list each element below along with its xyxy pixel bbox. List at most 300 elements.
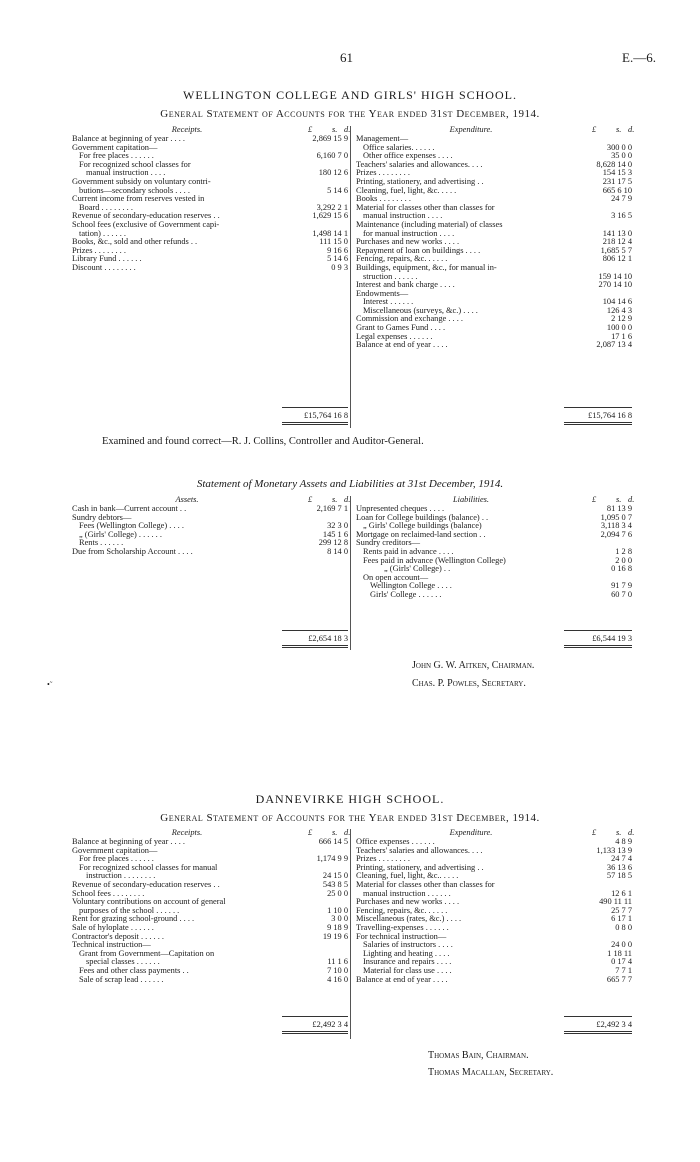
row-amount: 1,498 14 1 bbox=[312, 228, 348, 238]
ledger-row bbox=[72, 967, 348, 976]
row-label: Buildings, equipment, &c., for manual in- bbox=[356, 263, 497, 272]
lsd-heading: £ bbox=[592, 125, 597, 134]
row-label: Office expenses . . . . . . bbox=[356, 838, 435, 846]
ledger-row bbox=[72, 907, 348, 916]
ledger-row bbox=[72, 514, 348, 523]
ledger-row bbox=[356, 212, 632, 221]
row-label: Insurance and repairs . . . . bbox=[363, 958, 452, 967]
row-amount: 806 12 1 bbox=[602, 254, 632, 264]
ledger-row bbox=[356, 264, 632, 273]
row-label: For technical instruction— bbox=[356, 932, 447, 941]
ledger-row bbox=[72, 135, 348, 144]
row-amount: 1,095 0 7 bbox=[600, 512, 632, 522]
row-label: Prizes . . . . . . . . bbox=[356, 855, 410, 864]
row-label: Legal expenses . . . . . . bbox=[356, 332, 433, 341]
row-label: Government capitation— bbox=[72, 846, 158, 855]
row-label: Cash in bank—Current account . . bbox=[72, 505, 187, 513]
row-label: Teachers' salaries and allowances. . . . bbox=[356, 846, 483, 855]
ledger-row bbox=[356, 907, 632, 916]
row-amount: 7 10 0 bbox=[327, 965, 348, 975]
ledger-row bbox=[356, 890, 632, 899]
row-label: Grant to Games Fund . . . . bbox=[356, 324, 446, 333]
ledger-row bbox=[356, 847, 632, 856]
row-amount: 60 7 0 bbox=[611, 589, 632, 599]
row-amount: 159 14 10 bbox=[598, 271, 632, 281]
ledger-row bbox=[356, 531, 632, 540]
row-label: Miscellaneous (rates, &c.) . . . . bbox=[356, 915, 462, 924]
ledger-row bbox=[356, 238, 632, 247]
column-divider bbox=[350, 496, 351, 650]
row-label: Books . . . . . . . . bbox=[356, 195, 411, 204]
row-amount: 270 14 10 bbox=[598, 280, 632, 290]
row-amount: 19 19 6 bbox=[322, 931, 348, 941]
wellington-receipts-total: £15,764 16 8 bbox=[304, 411, 348, 420]
ledger-row bbox=[356, 315, 632, 324]
ledger-row bbox=[356, 514, 632, 523]
row-amount: 299 12 8 bbox=[318, 538, 348, 548]
ledger-row bbox=[72, 898, 348, 907]
row-amount: 36 13 6 bbox=[606, 862, 632, 872]
row-amount: 9 16 6 bbox=[327, 245, 348, 255]
total-rule bbox=[564, 1016, 632, 1017]
row-amount: 2,087 13 4 bbox=[596, 340, 632, 350]
row-amount: 81 13 9 bbox=[606, 504, 632, 513]
ledger-row bbox=[72, 230, 348, 239]
ledger-row bbox=[72, 238, 348, 247]
row-amount: 25 7 7 bbox=[611, 905, 632, 915]
row-label: Sale of hyloplate . . . . . . bbox=[72, 923, 154, 932]
row-amount: 665 7 7 bbox=[606, 974, 632, 984]
row-label: Contractor's deposit . . . . . . bbox=[72, 932, 164, 941]
row-label: Books, &c., sold and other refunds . . bbox=[72, 238, 198, 247]
row-label: Fees (Wellington College) . . . . bbox=[79, 522, 184, 531]
ledger-row bbox=[356, 273, 632, 282]
row-amount: 231 17 5 bbox=[602, 176, 632, 186]
row-label: Unpresented cheques . . . . bbox=[356, 505, 445, 513]
row-amount: 6 17 1 bbox=[611, 914, 632, 924]
ledger-row bbox=[356, 505, 632, 514]
ledger-row bbox=[72, 915, 348, 924]
row-label: „ Girls' College buildings (balance) bbox=[363, 522, 482, 531]
ledger-row bbox=[72, 539, 348, 548]
lsd-heading: £ bbox=[308, 828, 313, 837]
row-label: Material for classes other than classes for bbox=[356, 880, 495, 889]
row-amount: 145 1 6 bbox=[322, 529, 348, 539]
wellington-subtitle: General Statement of Accounts for the Year ended 31st December, 1914. bbox=[160, 108, 540, 120]
ledger-row bbox=[356, 161, 632, 170]
ledger-row bbox=[72, 264, 348, 273]
row-label: Loan for College buildings (balance) . . bbox=[356, 513, 489, 522]
row-amount: 2,169 7 1 bbox=[316, 504, 348, 513]
row-label: Travelling-expenses . . . . . . bbox=[356, 923, 449, 932]
secretary-signature: Chas. P. Powles, Secretary. bbox=[412, 678, 526, 689]
total-rule bbox=[564, 630, 632, 631]
row-amount: 24 7 9 bbox=[611, 194, 632, 204]
auditor-certification: Examined and found correct—R. J. Collins, Controller and Auditor-General. bbox=[102, 436, 424, 447]
ledger-row bbox=[356, 247, 632, 256]
ledger-row bbox=[72, 855, 348, 864]
row-label: Revenue of secondary-education reserves . . bbox=[72, 880, 220, 889]
ledger-row bbox=[72, 522, 348, 531]
row-label: Sundry debtors— bbox=[72, 513, 132, 522]
ledger-row bbox=[72, 255, 348, 264]
row-amount: 1,174 9 9 bbox=[316, 854, 348, 864]
row-label: Teachers' salaries and allowances. . . . bbox=[356, 160, 483, 169]
row-amount: 8,628 14 0 bbox=[596, 159, 632, 169]
lsd-heading: £ bbox=[308, 125, 313, 134]
dannevirke-title: DANNEVIRKE HIGH SCHOOL. bbox=[255, 792, 445, 806]
total-rule bbox=[282, 407, 348, 408]
ledger-row bbox=[72, 950, 348, 959]
row-label: Fencing, repairs, &c. . . . . . bbox=[356, 255, 448, 264]
ledger-row bbox=[72, 958, 348, 967]
ledger-row bbox=[356, 591, 632, 600]
ledger-row bbox=[356, 522, 632, 531]
row-label: Purchases and new works . . . . bbox=[356, 238, 460, 247]
row-label: Maintenance (including material) of classes bbox=[356, 220, 503, 229]
row-label: for manual instruction . . . . bbox=[363, 229, 455, 238]
column-divider bbox=[350, 126, 351, 428]
row-amount: 8 14 0 bbox=[327, 546, 348, 556]
row-amount: 24 15 0 bbox=[322, 871, 348, 881]
ledger-row bbox=[356, 958, 632, 967]
ledger-row bbox=[356, 204, 632, 213]
row-amount: 0 9 3 bbox=[331, 262, 348, 272]
ledger-row bbox=[72, 169, 348, 178]
lsd-heading: d. bbox=[344, 125, 351, 134]
row-label: purposes of the school . . . . . . bbox=[79, 906, 180, 915]
row-amount: 1 10 0 bbox=[327, 905, 348, 915]
lsd-heading: d. bbox=[628, 125, 635, 134]
row-label: Fencing, repairs, &c. . . . . . bbox=[356, 906, 448, 915]
row-label: Government subsidy on voluntary contri- bbox=[72, 177, 211, 186]
ledger-row bbox=[356, 933, 632, 942]
row-label: Voluntary contributions on account of general bbox=[72, 898, 226, 907]
ledger-row bbox=[356, 298, 632, 307]
ledger-row bbox=[72, 221, 348, 230]
ledger-row bbox=[356, 169, 632, 178]
row-amount: 1,629 15 6 bbox=[312, 211, 348, 221]
row-amount: 1,685 5 7 bbox=[600, 245, 632, 255]
ledger-row bbox=[356, 187, 632, 196]
double-rule bbox=[564, 1031, 632, 1034]
row-amount: 100 0 0 bbox=[606, 323, 632, 333]
row-amount: 32 3 0 bbox=[327, 521, 348, 531]
ledger-row bbox=[72, 152, 348, 161]
receipts-heading: Receipts. £ s. d. bbox=[171, 828, 351, 837]
row-label: Endowments— bbox=[356, 289, 409, 298]
ledger-row bbox=[356, 915, 632, 924]
column-divider bbox=[350, 829, 351, 1039]
row-amount: 4 8 9 bbox=[615, 837, 632, 846]
row-amount: 543 8 5 bbox=[322, 879, 348, 889]
dannevirke-subtitle: General Statement of Accounts for the Year ended 31st December, 1914. bbox=[160, 812, 540, 824]
assets-column bbox=[72, 495, 351, 557]
double-rule bbox=[282, 645, 348, 648]
row-label: Grant from Government—Capitation on bbox=[79, 949, 215, 958]
ledger-row bbox=[356, 548, 632, 557]
row-label: Girls' College . . . . . . bbox=[370, 590, 442, 599]
page-number: 61 bbox=[340, 50, 353, 65]
ledger-row bbox=[356, 195, 632, 204]
ledger-row bbox=[72, 195, 348, 204]
dannevirke-receipts-total: £2,492 3 4 bbox=[312, 1020, 348, 1029]
expenditure-heading: Expenditure. £ s. d. bbox=[449, 828, 635, 837]
row-label: Due from Scholarship Account . . . . bbox=[72, 547, 193, 556]
ledger-row bbox=[356, 864, 632, 873]
ledger-row bbox=[72, 924, 348, 933]
ledger-row bbox=[356, 941, 632, 950]
row-label: Library Fund . . . . . . bbox=[72, 255, 142, 264]
row-label: „ (Girls' College) . . . . . . bbox=[79, 530, 162, 539]
row-amount: 490 11 11 bbox=[599, 897, 632, 907]
chairman-signature: John G. W. Aitken, Chairman. bbox=[412, 660, 535, 671]
double-rule bbox=[564, 422, 632, 425]
row-amount: 2,869 15 9 bbox=[312, 134, 348, 143]
assets-total: £2,654 18 3 bbox=[308, 634, 348, 643]
row-label: Miscellaneous (surveys, &c.) . . . . bbox=[363, 306, 478, 315]
row-amount: 24 7 4 bbox=[611, 854, 632, 864]
ledger-row bbox=[356, 872, 632, 881]
ledger-row bbox=[356, 838, 632, 847]
row-amount: 11 1 6 bbox=[327, 957, 348, 967]
row-label: manual instruction . . . . . . bbox=[363, 889, 451, 898]
row-amount: 6,160 7 0 bbox=[316, 151, 348, 161]
lsd-heading: d. bbox=[344, 495, 351, 504]
ledger-row bbox=[356, 152, 632, 161]
row-label: Rent for grazing school-ground . . . . bbox=[72, 915, 195, 924]
row-label: Board . . . . . . . . bbox=[79, 203, 133, 212]
ledger-row bbox=[356, 144, 632, 153]
row-amount: 5 14 6 bbox=[327, 254, 348, 264]
row-label: School fees (exclusive of Government capi- bbox=[72, 220, 220, 229]
row-label: Wellington College . . . . bbox=[370, 582, 452, 591]
row-amount: 3 16 5 bbox=[611, 211, 632, 221]
row-label: Balance at beginning of year . . . . bbox=[72, 135, 186, 143]
lsd-heading: s. bbox=[332, 828, 338, 837]
row-amount: 2 0 0 bbox=[615, 555, 632, 565]
row-label: Government capitation— bbox=[72, 143, 158, 152]
row-amount: 665 6 10 bbox=[602, 185, 632, 195]
total-rule bbox=[282, 1016, 348, 1017]
ledger-row bbox=[72, 941, 348, 950]
row-label: Discount . . . . . . . . bbox=[72, 263, 136, 272]
row-label: Other office expenses . . . . bbox=[363, 152, 453, 161]
row-amount: 104 14 6 bbox=[602, 297, 632, 307]
ledger-row bbox=[356, 557, 632, 566]
row-amount: 7 7 1 bbox=[615, 965, 632, 975]
row-label: Prizes . . . . . . . . bbox=[72, 246, 126, 255]
lsd-heading: £ bbox=[592, 828, 597, 837]
lsd-heading: £ bbox=[592, 495, 597, 504]
row-amount: 5 14 6 bbox=[327, 185, 348, 195]
ledger-row bbox=[356, 539, 632, 548]
lsd-heading: s. bbox=[332, 125, 338, 134]
row-label: Lighting and heating . . . . bbox=[363, 949, 450, 958]
row-label: Material for class use . . . . bbox=[363, 966, 452, 975]
row-amount: 9 18 9 bbox=[327, 922, 348, 932]
row-amount: 24 0 0 bbox=[611, 940, 632, 950]
row-amount: 3 0 0 bbox=[331, 914, 348, 924]
lsd-heading: s. bbox=[616, 828, 622, 837]
row-label: Interest and bank charge . . . . bbox=[356, 281, 455, 290]
row-amount: 126 4 3 bbox=[606, 305, 632, 315]
total-rule bbox=[282, 630, 348, 631]
double-rule bbox=[564, 645, 632, 648]
ledger-row bbox=[356, 881, 632, 890]
double-rule bbox=[282, 422, 348, 425]
lsd-heading: d. bbox=[344, 828, 351, 837]
row-label: tation) . . . . . . bbox=[79, 229, 126, 238]
ledger-row bbox=[356, 582, 632, 591]
row-label: Rents . . . . . . bbox=[79, 539, 124, 548]
ledger-row bbox=[356, 221, 632, 230]
row-label: Sale of scrap lead . . . . . . bbox=[79, 975, 164, 984]
ledger-row bbox=[356, 574, 632, 583]
row-label: Current income from reserves vested in bbox=[72, 195, 205, 204]
row-label: Fees and other class payments . . bbox=[79, 966, 189, 975]
ledger-row bbox=[356, 178, 632, 187]
ledger-row bbox=[72, 247, 348, 256]
row-amount: 25 0 0 bbox=[327, 888, 348, 898]
ledger-row bbox=[72, 212, 348, 221]
page-header bbox=[0, 50, 700, 70]
row-label: manual instruction . . . . bbox=[363, 212, 443, 221]
lsd-heading: d. bbox=[628, 495, 635, 504]
ledger-row bbox=[356, 307, 632, 316]
ledger-row bbox=[72, 864, 348, 873]
ledger-row bbox=[72, 144, 348, 153]
row-label: manual instruction . . . . bbox=[86, 169, 166, 178]
row-amount: 180 12 6 bbox=[318, 168, 348, 178]
liabilities-total: £6,544 19 3 bbox=[592, 634, 632, 643]
ledger-row bbox=[356, 976, 632, 985]
row-label: School fees . . . . . . . . bbox=[72, 889, 145, 898]
secretary-signature: Thomas Macallan, Secretary. bbox=[428, 1067, 554, 1078]
row-label: „ (Girls' College) . . bbox=[384, 565, 451, 574]
ledger-row bbox=[356, 950, 632, 959]
lsd-heading: s. bbox=[616, 125, 622, 134]
row-label: Technical instruction— bbox=[72, 941, 151, 950]
lsd-heading: £ bbox=[308, 495, 313, 504]
receipts-heading: Receipts. £ s. d. bbox=[171, 125, 351, 134]
row-label: Repayment of loan on buildings . . . . bbox=[356, 246, 481, 255]
row-label: Management— bbox=[356, 135, 409, 143]
chairman-signature: Thomas Bain, Chairman. bbox=[428, 1050, 529, 1061]
row-amount: 2 12 9 bbox=[611, 314, 632, 324]
lsd-heading: d. bbox=[628, 828, 635, 837]
dannevirke-receipts-column bbox=[72, 828, 351, 984]
row-amount: 57 18 5 bbox=[606, 871, 632, 881]
row-label: Material for classes other than classes for bbox=[356, 203, 495, 212]
row-amount: 2,094 7 6 bbox=[600, 529, 632, 539]
total-rule bbox=[564, 407, 632, 408]
ledger-row bbox=[356, 281, 632, 290]
ledger-row bbox=[72, 178, 348, 187]
ledger-row bbox=[72, 838, 348, 847]
wellington-expenditure-total: £15,764 16 8 bbox=[588, 411, 632, 420]
row-label: Interest . . . . . . bbox=[363, 298, 414, 307]
document-reference: E.—6. bbox=[622, 50, 656, 65]
ledger-row bbox=[356, 341, 632, 350]
ledger-row bbox=[356, 255, 632, 264]
page-mark: •˜ bbox=[47, 680, 53, 689]
row-label: instruction . . . . . . . . bbox=[86, 872, 156, 881]
lsd-heading: s. bbox=[332, 495, 338, 504]
ledger-row bbox=[72, 161, 348, 170]
row-label: For recognized school classes for bbox=[79, 160, 191, 169]
row-amount: 141 13 0 bbox=[602, 228, 632, 238]
row-amount: 35 0 0 bbox=[611, 151, 632, 161]
ledger-row bbox=[72, 881, 348, 890]
dannevirke-expenditure-total: £2,492 3 4 bbox=[596, 1020, 632, 1029]
ledger-row bbox=[356, 898, 632, 907]
row-label: Office salaries. . . . . . bbox=[363, 143, 435, 152]
row-amount: 666 14 5 bbox=[318, 837, 348, 846]
row-amount: 300 0 0 bbox=[606, 142, 632, 152]
row-amount: 154 15 3 bbox=[602, 168, 632, 178]
row-amount: 0 17 4 bbox=[611, 957, 632, 967]
ledger-row bbox=[356, 290, 632, 299]
row-amount: 111 15 0 bbox=[319, 237, 348, 247]
row-label: Salaries of instructors . . . . bbox=[363, 941, 453, 950]
ledger-row bbox=[72, 847, 348, 856]
dannevirke-expenditure-column bbox=[356, 828, 635, 984]
row-label: For free places . . . . . . bbox=[79, 152, 154, 161]
row-label: struction . . . . . . bbox=[363, 272, 418, 281]
assets-liabilities-title: Statement of Monetary Assets and Liabilities at 31st December, 1914. bbox=[196, 478, 504, 490]
row-label: special classes . . . . . . bbox=[86, 958, 160, 967]
row-amount: 1 2 8 bbox=[615, 546, 632, 556]
row-amount: 4 16 0 bbox=[327, 974, 348, 984]
ledger-row bbox=[72, 204, 348, 213]
expenditure-heading: Expenditure. £ s. d. bbox=[449, 125, 635, 134]
wellington-expenditure-column bbox=[356, 125, 635, 350]
row-amount: 3,292 2 1 bbox=[316, 202, 348, 212]
row-amount: 0 16 8 bbox=[611, 564, 632, 574]
ledger-row bbox=[72, 976, 348, 985]
ledger-row bbox=[356, 565, 632, 574]
row-amount: 218 12 4 bbox=[602, 237, 632, 247]
row-label: Rents paid in advance . . . . bbox=[363, 547, 454, 556]
row-label: Fees paid in advance (Wellington College) bbox=[363, 556, 506, 565]
ledger-row bbox=[356, 924, 632, 933]
row-label: For free places . . . . . . bbox=[79, 855, 154, 864]
ledger-row bbox=[72, 187, 348, 196]
row-label: Printing, stationery, and advertising . . bbox=[356, 863, 484, 872]
row-amount: 0 8 0 bbox=[615, 922, 632, 932]
row-amount: 91 7 9 bbox=[611, 581, 632, 591]
row-label: Balance at end of year . . . . bbox=[356, 341, 448, 350]
liabilities-heading: Liabilities. £ s. d. bbox=[452, 495, 635, 504]
row-amount: 1 18 11 bbox=[607, 948, 632, 958]
row-amount: 3,118 3 4 bbox=[600, 521, 632, 531]
row-label: Mortgage on reclaimed-land section . . bbox=[356, 530, 486, 539]
ledger-row bbox=[356, 230, 632, 239]
row-label: Balance at end of year . . . . bbox=[356, 975, 448, 984]
wellington-receipts-column bbox=[72, 125, 351, 273]
ledger-row bbox=[72, 872, 348, 881]
ledger-row bbox=[72, 933, 348, 942]
row-label: Cleaning, fuel, light, &c. . . . . bbox=[356, 186, 457, 195]
wellington-title: WELLINGTON COLLEGE AND GIRLS' HIGH SCHOOL. bbox=[183, 88, 517, 102]
row-label: Cleaning, fuel, light, &c.. . . . . bbox=[356, 872, 459, 881]
row-amount: 17 1 6 bbox=[611, 331, 632, 341]
row-label: Printing, stationery, and advertising . . bbox=[356, 177, 484, 186]
row-label: Purchases and new works . . . . bbox=[356, 898, 460, 907]
ledger-row bbox=[356, 333, 632, 342]
liabilities-column bbox=[356, 495, 635, 600]
